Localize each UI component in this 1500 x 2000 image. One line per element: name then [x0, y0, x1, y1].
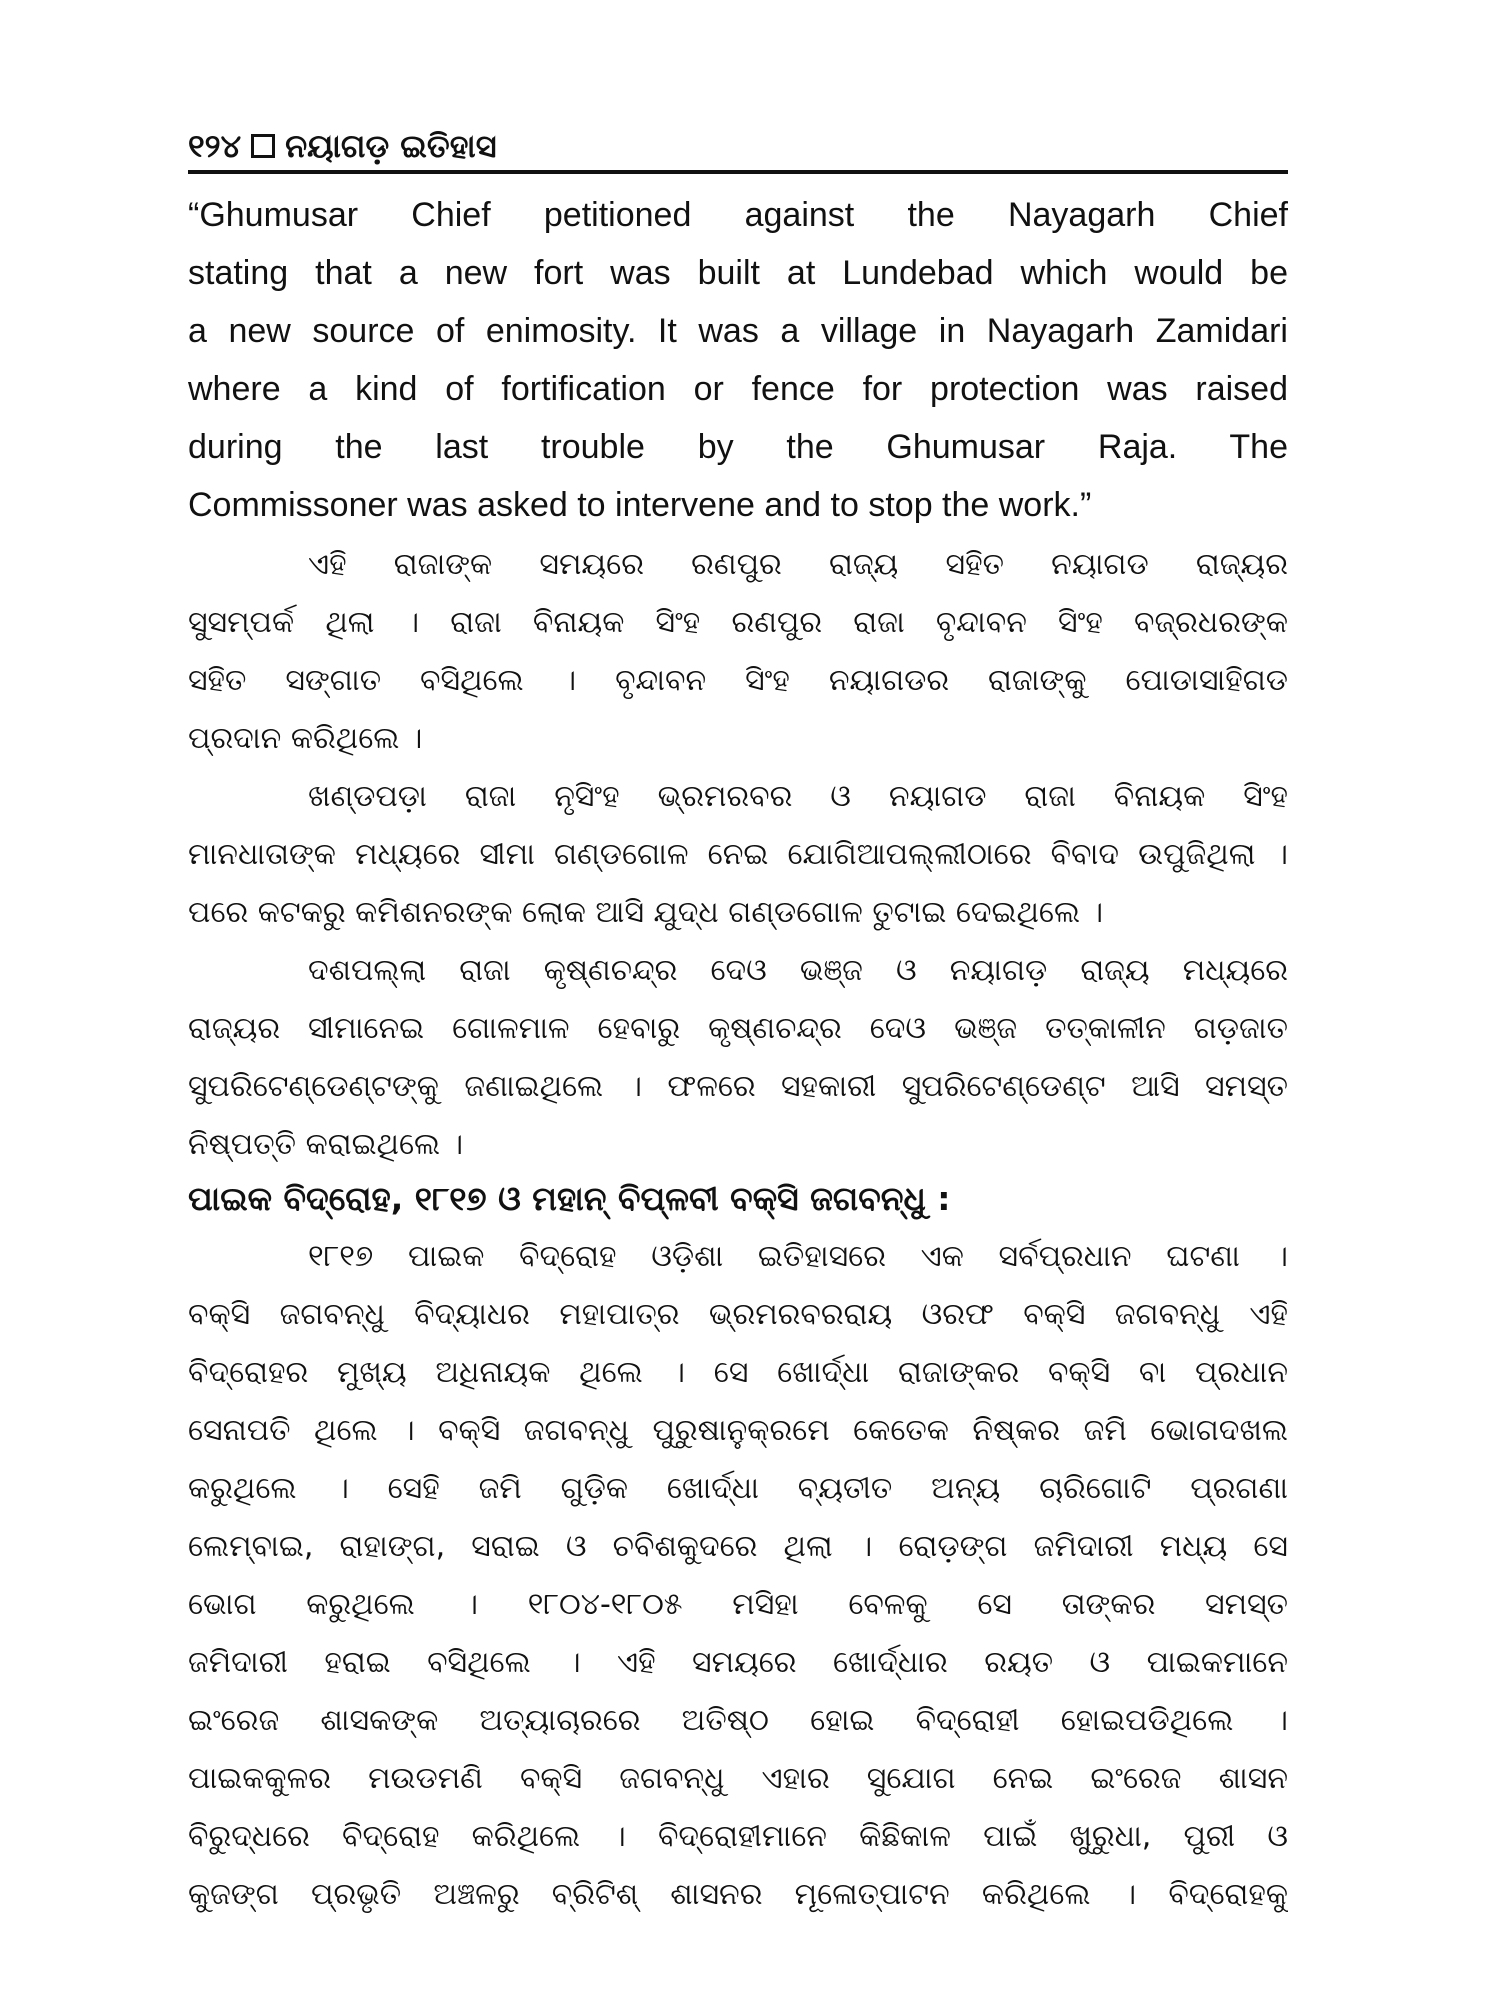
page-number: ୧୨୪ [188, 127, 242, 165]
paragraph-line: ଏହି ରାଜାଙ୍କ ସମୟରେ ରଣପୁର ରାଜ୍ୟ ସହିତ ନୟାଗଡ ରାଜ୍ୟର [308, 547, 1288, 582]
quote-line: during the last trouble by the Ghumusar Raja. The [188, 428, 1288, 466]
section-heading-block [188, 1170, 1288, 1228]
quote-line: Commissoner was asked to intervene and to stop the work.” [188, 486, 1092, 524]
quote-line: “Ghumusar Chief petitioned against the Nayagarh Chief [188, 196, 1288, 234]
paragraph-line: ସୁସମ୍ପର୍କ ଥିଲା । ରାଜା ବିନାୟକ ସିଂହ ରଣପୁର ରାଜା ବୃନ୍ଦାବନ ସିଂହ ବଜ୍ରଧରଙ୍କ [188, 605, 1288, 640]
paragraph-line: କରୁଥିଲେ । ସେହି ଜମି ଗୁଡ଼ିକ ଖୋର୍ଦ୍ଧା ବ୍ୟତୀତ ଅନ୍ୟ ଚାରିଗୋଟି ପ୍ରଗଣା [188, 1471, 1288, 1506]
paragraph-line: ସେନାପତି ଥିଲେ । ବକ୍ସି ଜଗବନ୍ଧୁ ପୁରୁଷାନୁକ୍ରମେ କେତେକ ନିଷ୍କର ଜମି ଭୋଗଦଖଲ [188, 1413, 1288, 1448]
english-quote [188, 186, 1288, 534]
paragraph-line: ମାନଧାତାଙ୍କ ମଧ୍ୟରେ ସୀମା ଗଣ୍ଡଗୋଳ ନେଇ ଯୋଗିଆପଲ୍ଲୀଠାରେ ବିବାଦ ଉପୁଜିଥିଲା । [188, 837, 1288, 872]
paragraph-line: ଖଣ୍ଡପଡ଼ା ରାଜା ନୃସିଂହ ଭ୍ରମରବର ଓ ନୟାଗଡ ରାଜା ବିନାୟକ ସିଂହ [308, 779, 1288, 814]
paragraph-line: ସୁପରିଟେଣ୍ଡେଣ୍ଟଙ୍କୁ ଜଣାଇଥିଲେ । ଫଳରେ ସହକାରୀ ସୁପରିଟେଣ୍ଡେଣ୍ଟ ଆସି ସମସ୍ତ [188, 1069, 1288, 1104]
paragraph-line: ଲେମ୍ବାଇ, ରାହାଙ୍ଗ, ସରାଇ ଓ ଚବିଶକୁଦରେ ଥିଲା । ରୋଡ଼ଙ୍ଗ ଜମିଦାରୀ ମଧ୍ୟ ସେ [188, 1529, 1288, 1564]
paragraph-line: କୁଜଙ୍ଗ ପ୍ରଭୃତି ଅଞ୍ଚଳରୁ ବ୍ରିଟିଶ୍ ଶାସନର ମୂଳୋତ୍ପାଟନ କରିଥିଲେ । ବିଦ୍ରୋହକୁ [188, 1877, 1288, 1912]
quote-line: stating that a new fort was built at Lundebad which would be [188, 254, 1288, 292]
paragraph-line: ନିଷ୍ପତ୍ତି କରାଇଥିଲେ । [188, 1127, 464, 1162]
paragraph-1 [188, 536, 1288, 768]
paragraph-line: ସହିତ ସଙ୍ଗାତ ବସିଥିଲେ । ବୃନ୍ଦାବନ ସିଂହ ନୟାଗଡର ରାଜାଙ୍କୁ ପୋଡାସାହିଗଡ [188, 663, 1288, 698]
paragraph-line: ବିରୁଦ୍ଧରେ ବିଦ୍ରୋହ କରିଥିଲେ । ବିଦ୍ରୋହୀମାନେ କିଛିକାଳ ପାଇଁ ଖୁରୁଧା, ପୁରୀ ଓ [188, 1819, 1288, 1854]
paragraph-line: ପ୍ରଦାନ କରିଥିଲେ । [188, 721, 423, 756]
quote-line: where a kind of fortification or fence for protection was raised [188, 370, 1288, 408]
paragraph-line: ପାଇକକୁଳର ମଉଡମଣି ବକ୍ସି ଜଗବନ୍ଧୁ ଏହାର ସୁଯୋଗ ନେଇ ଇଂରେଜ ଶାସନ [188, 1761, 1288, 1796]
running-header [188, 118, 1288, 174]
paragraph-2 [188, 768, 1288, 942]
quote-line: a new source of enimosity. It was a village in Nayagarh Zamidari [188, 312, 1288, 350]
separator-square-icon [251, 134, 275, 158]
paragraph-line: ୧୮୧୭ ପାଇକ ବିଦ୍ରୋହ ଓଡ଼ିଶା ଇତିହାସରେ ଏକ ସର୍ବପ୍ରଧାନ ଘଟଣା । [308, 1239, 1288, 1274]
section-heading: ପାଇକ ବିଦ୍ରୋହ, ୧୮୧୭ ଓ ମହାନ୍ ବିପ୍ଳବୀ ବକ୍ସି ଜଗବନ୍ଧୁ : [188, 1179, 951, 1218]
paragraph-line: ରାଜ୍ୟର ସୀମାନେଇ ଗୋଳମାଳ ହେବାରୁ କୃଷ୍ଣଚନ୍ଦ୍ର ଦେଓ ଭଞ୍ଜ ତତ୍କାଳୀନ ଗଡ଼ଜାତ [188, 1011, 1288, 1046]
paragraph-line: ଦଶପଲ୍ଲା ରାଜା କୃଷ୍ଣଚନ୍ଦ୍ର ଦେଓ ଭଞ୍ଜ ଓ ନୟାଗଡ଼ ରାଜ୍ୟ ମଧ୍ୟରେ [308, 953, 1288, 988]
paragraph-4 [188, 1228, 1288, 1924]
paragraph-line: ଇଂରେଜ ଶାସକଙ୍କ ଅତ୍ୟାଚାରରେ ଅତିଷ୍ଠ ହୋଇ ବିଦ୍ରୋହୀ ହୋଇପଡିଥିଲେ । [188, 1703, 1288, 1738]
paragraph-line: ଭୋଗ କରୁଥିଲେ । ୧୮୦୪-୧୮୦୫ ମସିହା ବେଳକୁ ସେ ତାଙ୍କର ସମସ୍ତ [188, 1587, 1288, 1622]
paragraph-line: ଜମିଦାରୀ ହରାଇ ବସିଥିଲେ । ଏହି ସମୟରେ ଖୋର୍ଦ୍ଧାର ରୟତ ଓ ପାଇକମାନେ [188, 1645, 1288, 1680]
running-title: ନୟାଗଡ଼ ଇତିହାସ [285, 127, 497, 165]
paragraph-3 [188, 942, 1288, 1174]
header-rule [188, 170, 1288, 174]
paragraph-line: ବକ୍ସି ଜଗବନ୍ଧୁ ବିଦ୍ୟାଧର ମହାପାତ୍ର ଭ୍ରମରବରରାୟ ଓରଫ ବକ୍ସି ଜଗବନ୍ଧୁ ଏହି [188, 1297, 1288, 1332]
paragraph-line: ବିଦ୍ରୋହର ମୁଖ୍ୟ ଅଧିନାୟକ ଥିଲେ । ସେ ଖୋର୍ଦ୍ଧା ରାଜାଙ୍କର ବକ୍ସି ବା ପ୍ରଧାନ [188, 1355, 1288, 1390]
paragraph-line: ପରେ କଟକରୁ କମିଶନରଙ୍କ ଲୋକ ଆସି ଯୁଦ୍ଧ ଗଣ୍ଡଗୋଳ ତୁଟାଇ ଦେଇଥିଲେ । [188, 895, 1104, 930]
